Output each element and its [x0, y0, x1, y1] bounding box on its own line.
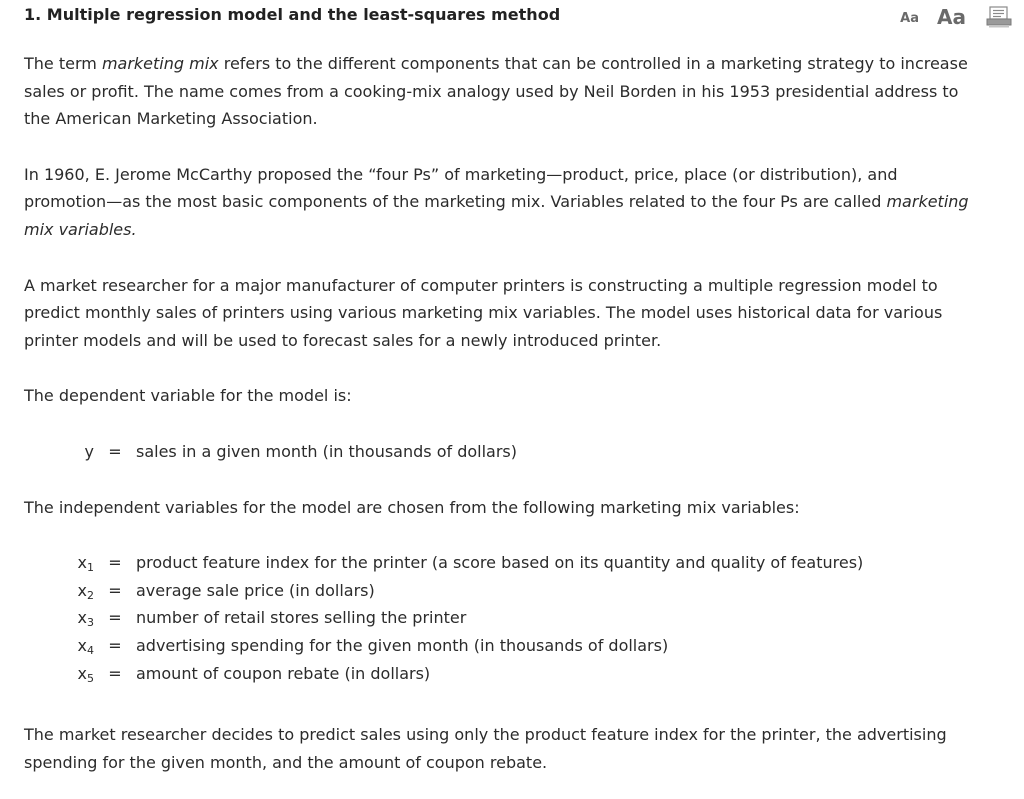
paragraph-model-choice: The market researcher decides to predict sales using only the product feature index for the printer, the advertising spending for the given month, and the amount of coupon rebate. [24, 725, 947, 772]
definition-row [24, 604, 1014, 632]
variable-description: number of retail stores selling the printer [136, 608, 467, 628]
variable-symbol: y [84, 441, 94, 461]
independent-variables-intro: The independent variables for the model are chosen from the following marketing mix variables: [24, 497, 800, 517]
variable-description: amount of coupon rebate (in dollars) [136, 663, 431, 683]
equals-sign: = [108, 580, 122, 600]
emphasis-mix-variables: mix variables [24, 219, 132, 239]
page-title: 1. Multiple regression model and the least-squares method [24, 5, 561, 24]
problem-content [24, 50, 1014, 776]
definition-row [24, 549, 1014, 577]
definition-row [24, 660, 1014, 688]
definition-row [24, 577, 1014, 605]
header [24, 4, 1012, 28]
print-icon[interactable] [986, 6, 1012, 28]
paragraph-marketing-mix: The term marketing mix refers to the different components that can be controlled in a marketing strategy to increase sales or profit. The name comes from a cooking-mix analogy used by Neil Borden in his 1953 presidential address to the American Marketing Association. [24, 54, 968, 129]
emphasis-marketing: marketing [886, 192, 969, 212]
variable-description: product feature index for the printer (a score based on its quantity and quality of features) [136, 553, 864, 573]
variable-symbol: $x_3$ [77, 608, 94, 630]
variable-description: advertising spending for the given month (in thousands of dollars) [136, 635, 669, 655]
definition-row [24, 438, 1014, 466]
variable-symbol: $x_1$ [77, 553, 94, 575]
equals-sign: = [108, 608, 122, 628]
equals-sign: = [108, 663, 122, 683]
equals-sign: = [108, 635, 122, 655]
variable-symbol: $x_2$ [77, 580, 94, 602]
dependent-variable-intro: The dependent variable for the model is: [24, 386, 352, 406]
increase-font-button[interactable]: Aa [937, 5, 966, 29]
equals-sign: = [108, 553, 122, 573]
definition-row [24, 632, 1014, 660]
variable-description: average sale price (in dollars) [136, 580, 375, 600]
independent-variables-list [24, 549, 1014, 687]
emphasis-marketing-mix: marketing mix [101, 54, 219, 73]
decrease-font-button[interactable]: Aa [900, 11, 920, 26]
variable-symbol: $x_4$ [77, 635, 94, 657]
dependent-variable-definition [24, 438, 1014, 466]
variable-description: sales in a given month (in thousands of dollars) [136, 441, 517, 461]
paragraph-researcher: A market researcher for a major manufacturer of computer printers is constructing a multiple regression model to predict monthly sales of printers using various marketing mix variables. The model uses historical data for various printer models and will be used to forecast sales for a newly introduced printer. [24, 275, 943, 350]
toolbar [900, 4, 1012, 28]
equals-sign: = [108, 441, 122, 461]
paragraph-four-ps: In 1960, E. Jerome McCarthy proposed the “four Ps” of marketing—product, price, place (or distribution), and promotion—as the most basic components of the marketing mix. Variables related to the four Ps are called marketing mix variables. [24, 164, 969, 239]
variable-symbol: $x_5$ [77, 663, 94, 685]
